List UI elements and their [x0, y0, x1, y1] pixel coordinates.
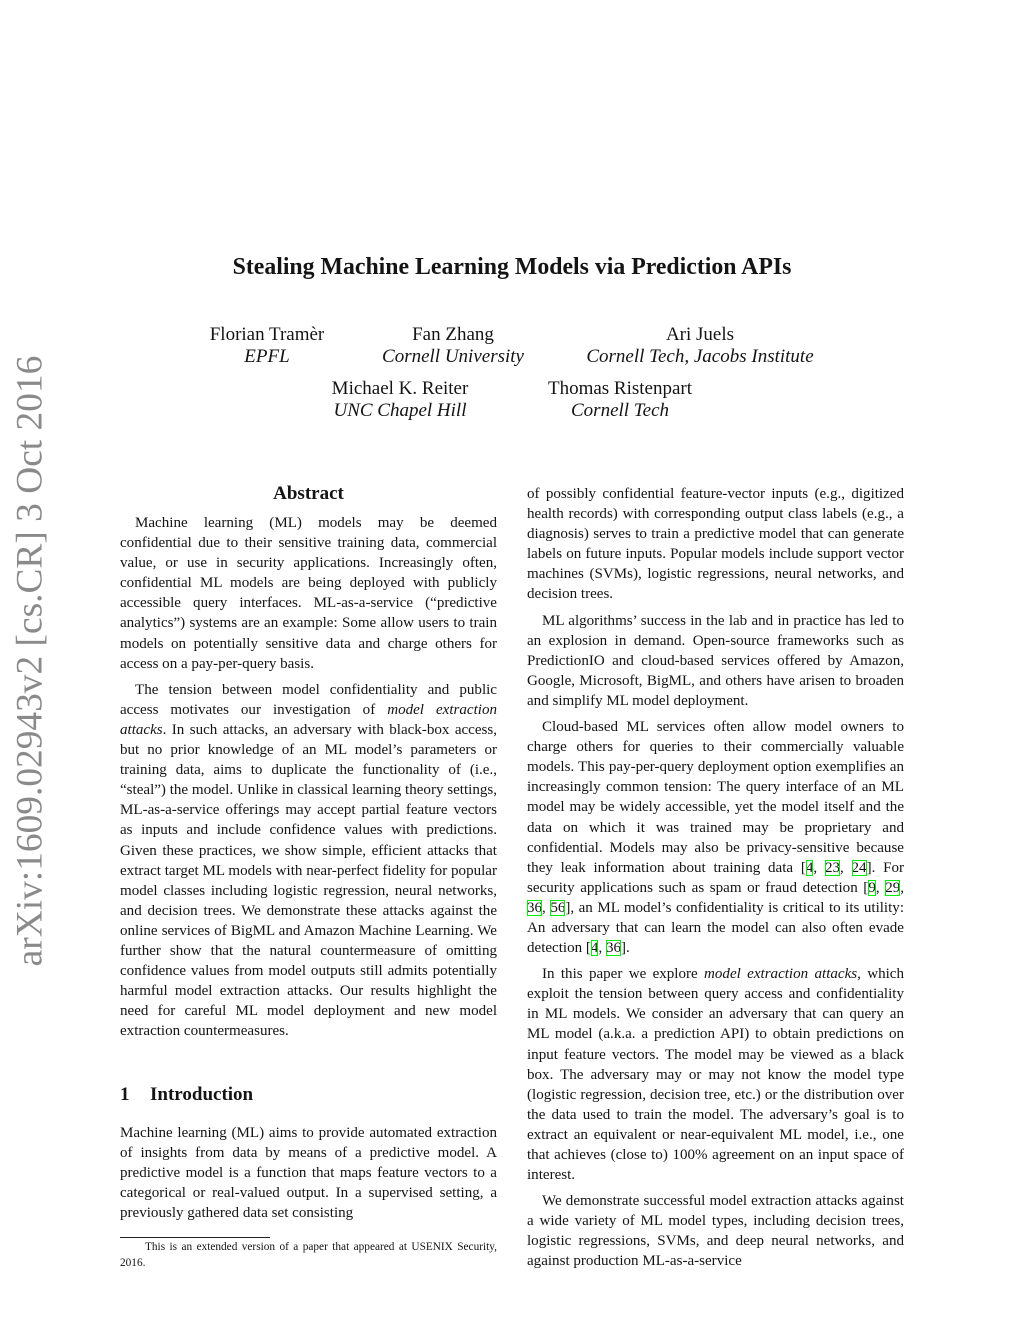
citation-link[interactable]: 29	[885, 879, 901, 896]
body-paragraph: We demonstrate successful model extraction attacks against a wide variety of ML model types, including decision trees, logistic regressions, SVMs, and deep neural networks, and against production ML-as-a-service	[527, 1193, 904, 1270]
citation-link[interactable]: 24	[851, 859, 867, 876]
author-affiliation: EPFL	[244, 346, 290, 367]
right-column-body	[527, 484, 904, 1278]
arxiv-identifier-text: arXiv:1609.02943v2 [cs.CR] 3 Oct 2016	[9, 355, 51, 967]
citation-link[interactable]: 56	[550, 899, 566, 916]
body-paragraph: of possibly confidential feature-vector inputs (e.g., digitized health records) with corresponding output class labels (e.g., a diagnosis) serves to train a predictive model that can generate labels on future inputs. Popular models include support vector machines (SVMs), logistic regressions, neural networks, and decision trees.	[527, 486, 904, 603]
author-affiliation: UNC Chapel Hill	[333, 400, 467, 421]
body-paragraph: Machine learning (ML) aims to provide automated extraction of insights from data by means of a predictive model. A predictive model is a function that maps feature vectors to a categorical or real-valued output. In a supervised setting, a previously gathered data set consisting	[120, 1125, 497, 1222]
abstract-paragraph: The tension between model confidentiality and public access motivates our investigation of model extraction attacks. In such attacks, an adversary with black-box access, but no prior knowledge of an ML model’s parameters or training data, aims to duplicate the functionality of (i.e., “steal”) the model. Unlike in classical learning theory settings, ML-as-a-service offerings may accept partial feature vectors as inputs and include confidence values with predictions. Given these practices, we show simple, efficient attacks that extract target ML models with near-perfect fidelity for popular model classes including logistic regression, neural networks, and decision trees. We demonstrate these attacks against the online services of BigML and Amazon Machine Learning. We further show that the natural countermeasure of omitting confidence values from model outputs still admits potentially harmful model extraction attacks. Our results highlight the need for careful ML model deployment and new model extraction countermeasures.	[120, 681, 497, 1040]
author-affiliation: Cornell University	[382, 346, 524, 367]
author-block	[187, 324, 347, 368]
citation-link[interactable]: 4	[590, 940, 599, 957]
author-name: Thomas Ristenpart	[547, 378, 693, 399]
author-name: Michael K. Reiter	[331, 378, 469, 399]
abstract-paragraph: Machine learning (ML) models may be deemed confidential due to their sensitive training data, commercial value, or use in security applications. Increasingly often, confidential ML models are being deployed with publicly accessible query interfaces. ML-as-a-service (“predictive analytics”) systems are an example: Some allow users to train models on potentially sensitive data and charge others for access on a pay-per-query basis.	[120, 515, 497, 672]
author-block	[530, 378, 710, 422]
author-block	[310, 378, 490, 422]
citation-link[interactable]: 36	[527, 899, 543, 916]
emphasis-term: model extraction attacks	[120, 701, 497, 738]
author-block	[565, 324, 835, 368]
author-name: Fan Zhang	[412, 324, 494, 345]
emphasis-term: model extraction attacks	[704, 966, 858, 983]
introduction-body	[120, 1123, 497, 1229]
body-paragraph: ML algorithms’ success in the lab and in practice has led to an explosion in demand. Open-source frameworks such as PredictionIO and cloud-based services offered by Amazon, Google, Microsoft, BigML, and others have arisen to broaden and simplify ML model deployment.	[527, 612, 904, 709]
citation-link[interactable]: 36	[605, 940, 622, 957]
body-paragraph: In this paper we explore model extraction attacks, which exploit the tension between query access and confidentiality in ML models. We consider an adversary that can query an ML model (a.k.a. a prediction API) to obtain predictions on input feature vectors. The model may be viewed as a black box. The adversary may or may not know the model type (logistic regression, decision tree, etc.) or the distribution over the data used to train the model. The adversary’s goal is to extract an equivalent or near-equivalent ML model, i.e., one that achieves (close to) 100% agreement on an input space of interest.	[527, 966, 904, 1184]
section-heading-introduction	[120, 1083, 253, 1107]
body-paragraph: Cloud-based ML services often allow model owners to charge others for queries to their commercially valuable models. This pay-per-query deployment option exemplifies an increasingly common tension: The query interface of an ML model may be widely accessible, yet the model itself and the data on which it was trained may be proprietary and confidential. Models may also be privacy-sensitive because they leak information about training data [4, 23, 24]. For security applications such as spam or fraud detection [9, 29, 36, 56], an ML model’s confidentiality is critical to its utility: An adversary that can learn the model can also often evade detection [4, 36].	[527, 719, 905, 957]
author-affiliation: Cornell Tech, Jacobs Institute	[586, 346, 814, 367]
author-name: Florian Tramèr	[209, 324, 325, 345]
footnote: This is an extended version of a paper that appeared at USENIX Security, 2016.	[120, 1241, 497, 1269]
author-affiliation: Cornell Tech	[571, 400, 669, 421]
section-number: 1	[120, 1084, 130, 1105]
citation-link[interactable]: 23	[824, 859, 840, 876]
footnote-rule	[120, 1237, 270, 1238]
citation-link[interactable]: 4	[805, 859, 814, 876]
section-title: Introduction	[150, 1084, 254, 1105]
citation-link[interactable]: 9	[868, 879, 876, 896]
paper-title: Stealing Machine Learning Models via Prediction APIs	[232, 254, 792, 280]
abstract-body	[120, 513, 497, 1047]
arxiv-identifier-stamp	[6, 355, 54, 967]
author-name: Ari Juels	[665, 324, 735, 345]
author-block	[363, 324, 543, 368]
abstract-heading: Abstract	[273, 483, 344, 504]
